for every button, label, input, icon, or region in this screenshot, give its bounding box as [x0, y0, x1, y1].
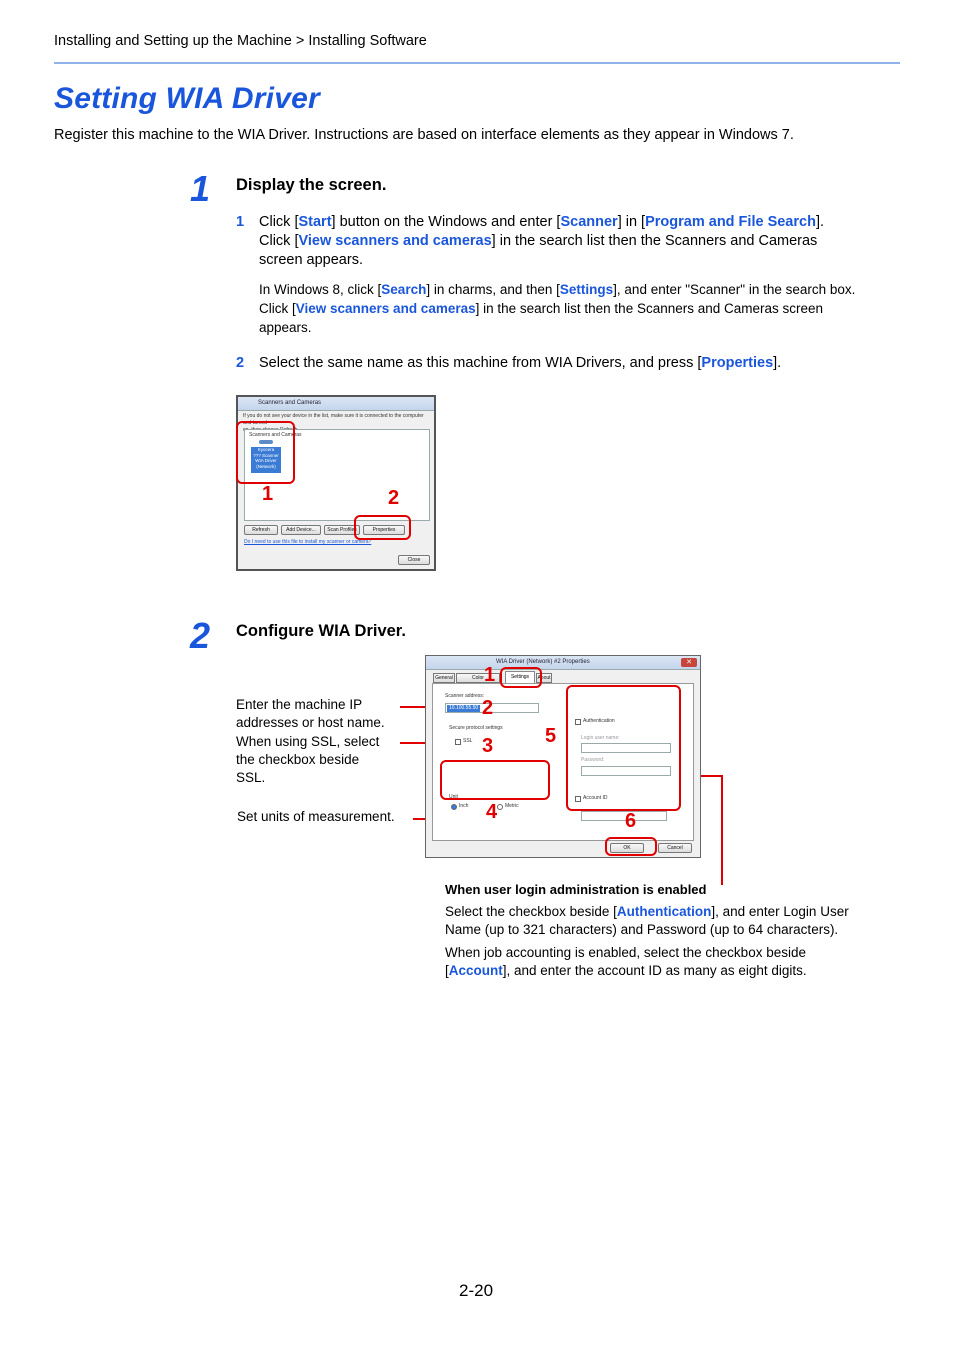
text: Name (up to 321 characters) and Password (up to 64 characters).: [445, 922, 839, 937]
substep-2-number: 2: [236, 355, 245, 371]
text: Click [: [259, 214, 299, 230]
substep-1-number: 1: [236, 214, 245, 230]
ssl-label: SSL: [463, 738, 473, 744]
properties-button[interactable]: Properties: [363, 525, 405, 535]
window-titlebar: Scanners and Cameras: [238, 397, 434, 411]
text: Click [: [259, 233, 299, 249]
callout-number-6: 6: [625, 810, 637, 832]
text: If you do not see your device in the list, make sure it is connected to the computer and turned: [243, 413, 424, 426]
unit-label: Set units of measurement.: [237, 809, 395, 824]
add-device-button[interactable]: Add Device...: [281, 525, 321, 535]
start-ref: Start: [298, 214, 332, 230]
step-2-heading: Configure WIA Driver.: [236, 622, 406, 640]
callout-number-2: 2: [482, 697, 494, 719]
header-rule: [54, 62, 900, 64]
ssl-checkbox[interactable]: [455, 739, 461, 745]
text: ??? Scanner: [253, 452, 279, 458]
text: ] button on the Windows and enter [: [331, 214, 561, 230]
callout-number-1: 1: [484, 664, 496, 686]
login-note-heading: When user login administration is enabled: [445, 882, 707, 897]
text: Kyocera: [257, 447, 275, 452]
text: Enter the machine IP: [236, 697, 363, 712]
help-link[interactable]: Do I need to use this file to install my scanner or camera?: [244, 539, 372, 545]
step-1-heading: Display the screen.: [236, 176, 387, 194]
account-id-label: Account ID: [583, 795, 608, 801]
callout-number-1: 1: [262, 483, 274, 505]
text: WIA Driver: [255, 458, 277, 463]
callout-box-6: [605, 837, 657, 856]
text: (Network): [256, 463, 276, 469]
windows8-note: [259, 280, 904, 337]
step-1-number: 1: [190, 168, 211, 209]
page-title: Setting WIA Driver: [54, 82, 320, 115]
metric-radio[interactable]: [497, 804, 503, 810]
view-scanners-ref: View scanners and cameras: [298, 233, 492, 249]
page-number: 2-20: [459, 1281, 494, 1300]
text: Click [: [259, 301, 296, 316]
callout-box-5: [566, 685, 681, 811]
text: Select the same name as this machine from WIA Drivers, and press [: [259, 355, 702, 371]
account-ref: Account: [448, 963, 503, 978]
text: addresses or host name.: [236, 715, 385, 730]
substep-1-text: [259, 213, 899, 270]
text: ] in the search list then the Scanners and Cameras screen: [475, 301, 824, 316]
text: When using SSL, select: [236, 734, 380, 749]
dialog-titlebar: WIA Driver (Network) #2 Properties: [426, 656, 700, 670]
search-ref: Search: [381, 282, 427, 297]
ok-button[interactable]: OK: [610, 843, 644, 853]
text: ], and enter Login User: [711, 904, 849, 919]
leader-line: [721, 775, 723, 885]
tab-settings[interactable]: Settings: [505, 671, 535, 684]
inch-radio[interactable]: [451, 804, 457, 810]
properties-ref: Properties: [701, 355, 774, 371]
callout-number-4: 4: [486, 801, 498, 823]
text: ].: [773, 355, 782, 371]
unit-group-label: Unit: [449, 794, 458, 800]
text: Select the checkbox beside [: [445, 904, 617, 919]
authentication-ref: Authentication: [616, 904, 712, 919]
login-user-label: Login user name:: [581, 735, 620, 741]
cancel-button[interactable]: Cancel: [658, 843, 692, 853]
scanner-address-value: 10.100.55.50: [449, 705, 479, 711]
scan-profiles-button[interactable]: Scan Profiles: [324, 525, 360, 535]
text: ] in charms, and then [: [426, 282, 560, 297]
refresh-button[interactable]: Refresh: [244, 525, 278, 535]
text: the checkbox beside: [236, 752, 360, 767]
text: [: [445, 963, 449, 978]
tab-color-management[interactable]: Color: [456, 673, 500, 683]
authentication-label: Authentication: [583, 718, 615, 724]
close-button[interactable]: Close: [398, 555, 430, 565]
account-id-input[interactable]: [581, 811, 667, 821]
scanner-address-label: Scanner address:: [445, 693, 485, 699]
text: ], and enter the account ID as many as eight digits.: [502, 963, 807, 978]
substep-2-text: [259, 354, 781, 373]
text: When job accounting is enabled, select the checkbox beside: [445, 945, 806, 960]
text: ] in [: [617, 214, 646, 230]
intro-text: Register this machine to the WIA Driver. Instructions are based on interface elements as they appear in Windows 7.: [54, 127, 794, 143]
breadcrumb: Installing and Setting up the Machine > Installing Software: [54, 33, 427, 49]
tab-about[interactable]: About: [537, 675, 551, 681]
program-search-ref: Program and File Search: [645, 214, 816, 230]
secure-protocol-label: Secure protocol settings: [449, 725, 503, 731]
callout-number-5: 5: [545, 725, 557, 747]
close-icon[interactable]: ✕: [681, 658, 697, 667]
step-2-number: 2: [190, 615, 211, 656]
callout-box-1: [500, 667, 542, 688]
tab-general[interactable]: General: [433, 673, 455, 683]
ip-label: [236, 696, 385, 732]
callout-number-3: 3: [482, 735, 494, 757]
inch-label: Inch: [459, 803, 469, 809]
view-scanners-ref: View scanners and cameras: [295, 301, 476, 316]
text: appears.: [259, 320, 312, 335]
callout-box-1: [236, 421, 295, 484]
text: screen appears.: [259, 252, 363, 268]
text: ], and enter "Scanner" in the search box.: [613, 282, 856, 297]
settings-ref: Settings: [559, 282, 614, 297]
scanner-ref: Scanner: [560, 214, 618, 230]
text: In Windows 8, click [: [259, 282, 382, 297]
metric-label: Metric: [505, 803, 519, 809]
callout-number-2: 2: [388, 487, 400, 509]
ssl-label: [236, 733, 379, 787]
callout-box-4: [440, 760, 550, 800]
text: SSL.: [236, 770, 266, 785]
group-label: Scanners and Cameras: [249, 432, 302, 438]
text: ] in the search list then the Scanners and Cameras: [491, 233, 818, 249]
login-note-body: [445, 903, 895, 980]
password-label: Password:: [581, 757, 605, 763]
callout-box-2: [354, 515, 411, 540]
text: ].: [815, 214, 824, 230]
